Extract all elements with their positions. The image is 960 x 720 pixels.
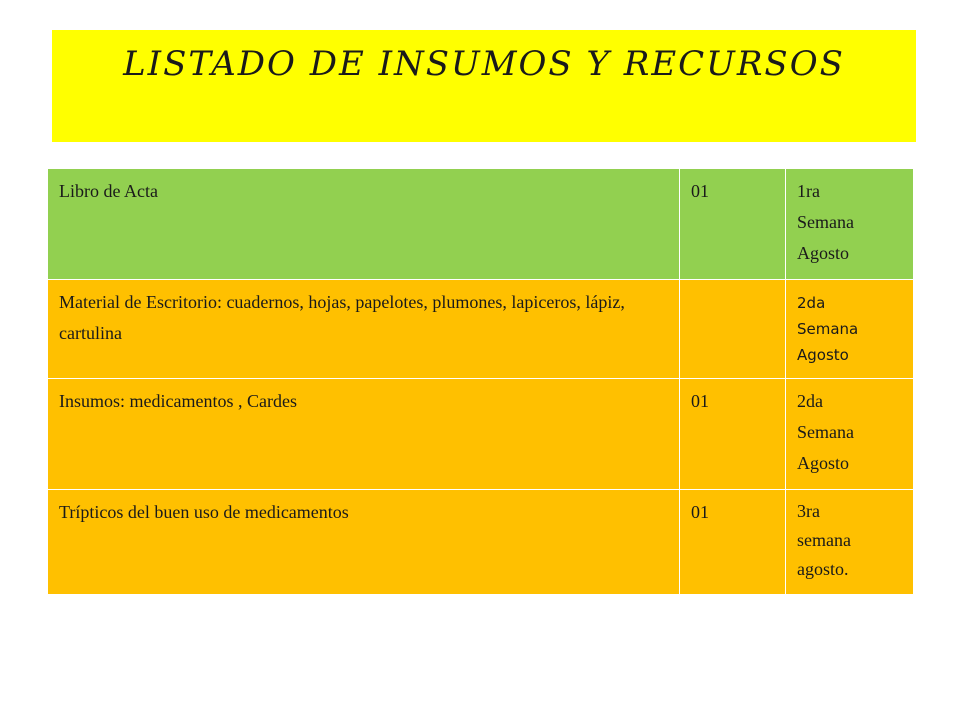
schedule-line: Agosto — [797, 346, 849, 364]
item-cell: Trípticos del buen uso de medicamentos — [48, 490, 680, 595]
schedule-line: agosto. — [797, 559, 849, 579]
schedule-cell — [786, 280, 914, 379]
item-cell: Material de Escritorio: cuadernos, hojas, papelotes, plumones, lapiceros, lápiz, cartulina — [48, 280, 680, 379]
table-row — [48, 280, 914, 379]
schedule-line: Agosto — [797, 243, 850, 263]
table-row — [48, 169, 914, 280]
quantity-cell: 01 — [680, 169, 786, 280]
item-cell: Insumos: medicamentos , Cardes — [48, 379, 680, 490]
schedule-line: 1ra — [797, 181, 820, 201]
schedule-line: 3ra — [797, 501, 820, 521]
quantity-cell: 01 — [680, 490, 786, 595]
schedule-cell — [786, 490, 914, 595]
page-title: LISTADO DE INSUMOS Y RECURSOS — [123, 44, 845, 84]
item-cell: Libro de Acta — [48, 169, 680, 280]
schedule-line: Agosto — [797, 453, 850, 473]
schedule-line: Semana — [797, 212, 854, 232]
schedule-line: Semana — [797, 422, 854, 442]
quantity-cell — [680, 280, 786, 379]
quantity-cell: 01 — [680, 379, 786, 490]
schedule-cell — [786, 169, 914, 280]
table-row — [48, 490, 914, 595]
title-banner — [52, 30, 916, 142]
resources-table — [47, 168, 914, 595]
schedule-line: Semana — [797, 320, 859, 338]
schedule-line: semana — [797, 530, 851, 550]
schedule-cell — [786, 379, 914, 490]
table-row — [48, 379, 914, 490]
schedule-line: 2da — [797, 294, 826, 312]
schedule-line: 2da — [797, 391, 823, 411]
